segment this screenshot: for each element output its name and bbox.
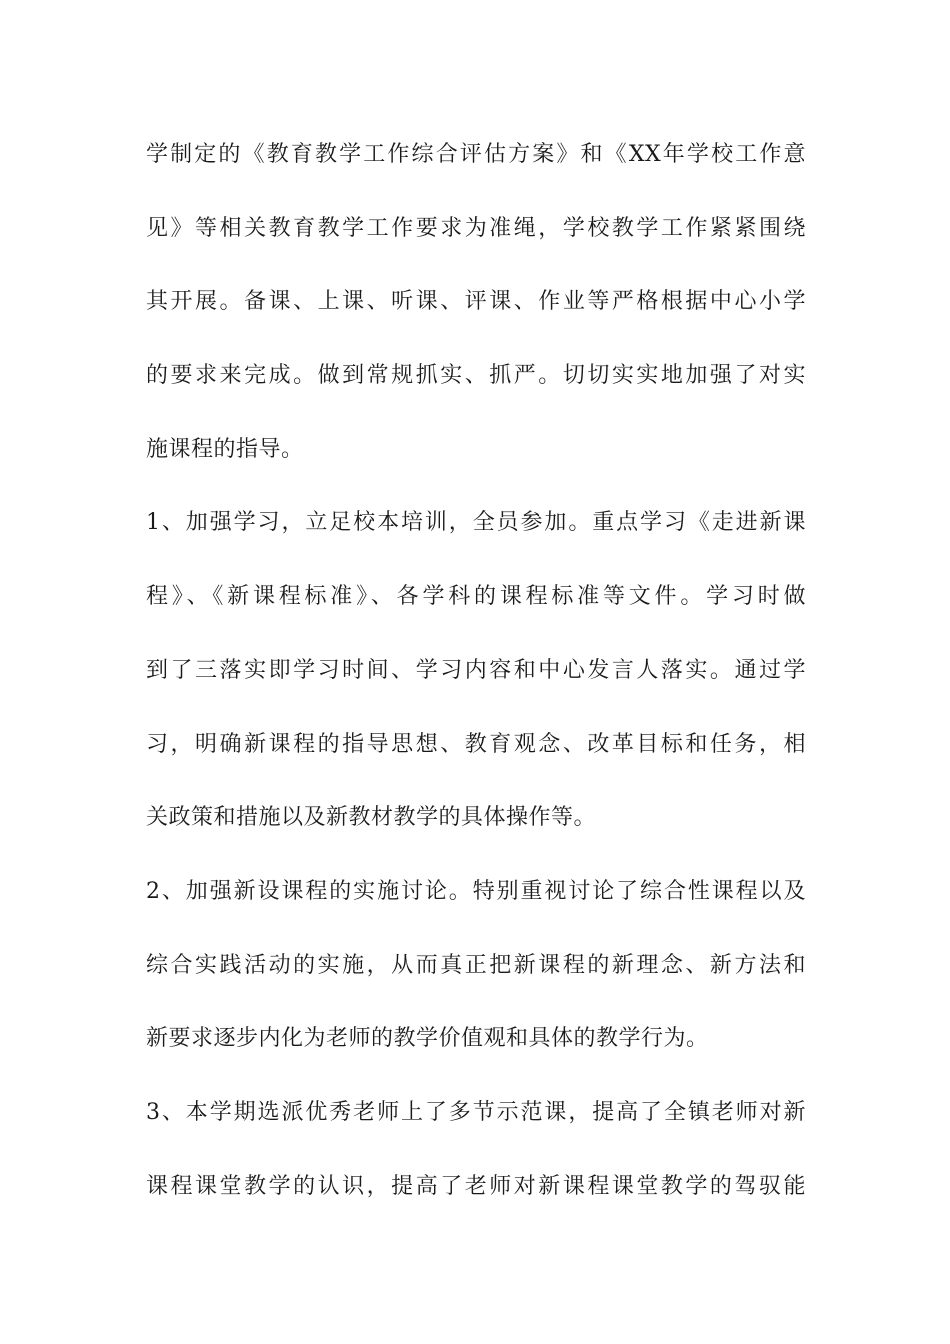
text-line: 3、本学期选派优秀老师上了多节示范课，提高了全镇老师对新 <box>146 1099 806 1125</box>
text-line: 见》等相关教育教学工作要求为准绳，学校教学工作紧紧围绕 <box>146 215 806 241</box>
text-line: 到了三落实即学习时间、学习内容和中心发言人落实。通过学 <box>146 657 806 683</box>
text-line: 学制定的《教育教学工作综合评估方案》和《XX年学校工作意 <box>146 142 806 167</box>
text-line: 1、加强学习，立足校本培训，全员参加。重点学习《走进新课 <box>146 510 806 536</box>
text-line: 关政策和措施以及新教材教学的具体操作等。 <box>146 805 597 831</box>
text-line: 的要求来完成。做到常规抓实、抓严。切切实实地加强了对实 <box>146 363 806 389</box>
text-line: 程》、《新课程标准》、各学科的课程标准等文件。学习时做 <box>146 584 806 610</box>
text-line: 其开展。备课、上课、听课、评课、作业等严格根据中心小学 <box>146 289 806 315</box>
text-line: 2、加强新设课程的实施讨论。特别重视讨论了综合性课程以及 <box>146 878 806 904</box>
document-body <box>146 128 806 1233</box>
text-line: 习，明确新课程的指导思想、教育观念、改革目标和任务，相 <box>146 731 806 757</box>
text-line: 综合实践活动的实施，从而真正把新课程的新理念、新方法和 <box>146 952 806 978</box>
text-line: 施课程的指导。 <box>146 436 304 462</box>
text-line: 新要求逐步内化为老师的教学价值观和具体的教学行为。 <box>146 1026 709 1052</box>
text-line: 课程课堂教学的认识，提高了老师对新课程课堂教学的驾驭能 <box>146 1173 806 1199</box>
